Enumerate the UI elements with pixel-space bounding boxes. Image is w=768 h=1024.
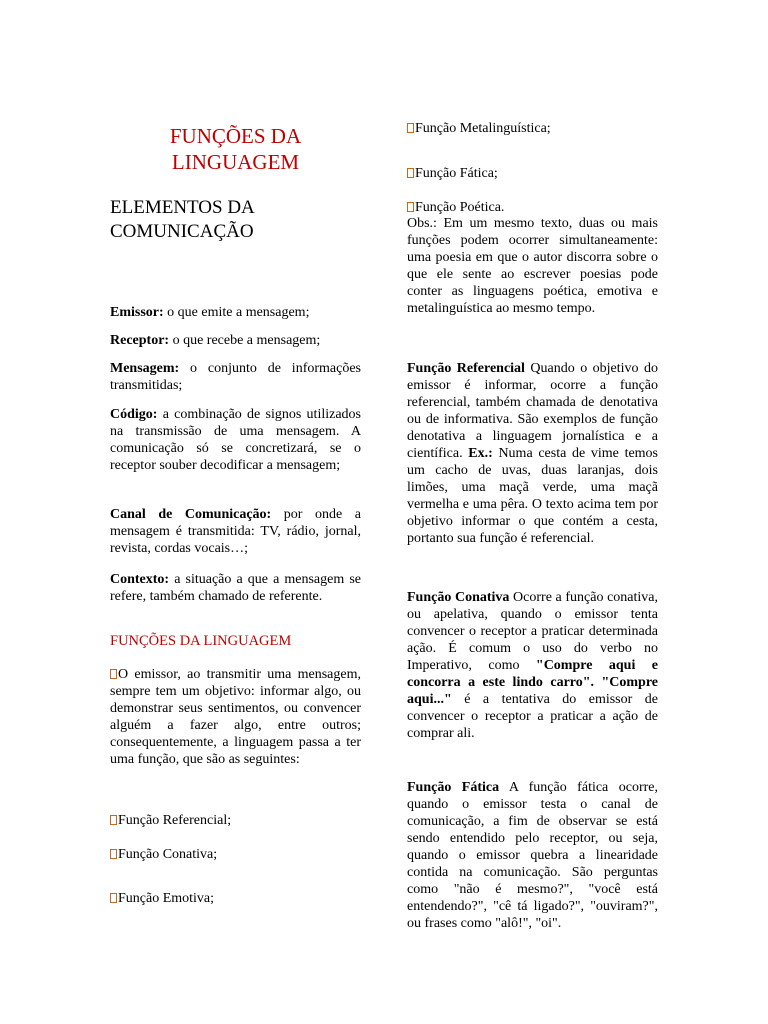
receptor-text: o que recebe a mensagem; (169, 333, 321, 348)
conativa-quote-2: "Compre aqui..." (407, 675, 659, 707)
bullet-box-icon (110, 815, 117, 825)
referencial-term: Função Referencial (407, 361, 525, 376)
bullet-box-icon (407, 202, 414, 212)
intro-paragraph (110, 666, 361, 768)
emissor-term: Emissor: (110, 305, 164, 320)
codigo-paragraph (110, 406, 361, 474)
list-item: Função Poética. (407, 199, 658, 216)
bullet-box-icon (110, 669, 117, 679)
list-item: Função Fática; (407, 165, 658, 182)
subtitle-line-1: ELEMENTOS DA (110, 197, 255, 218)
bullet-box-icon (110, 893, 117, 903)
list-item: Função Metalinguística; (407, 120, 658, 137)
page-title (110, 123, 361, 175)
contexto-text: a situação a que a mensagem se refere, também chamado de referente. (110, 572, 361, 604)
contexto-term: Contexto: (110, 572, 170, 587)
conativa-paragraph (407, 589, 658, 742)
mensagem-text: o conjunto de informações transmitidas; (110, 361, 361, 393)
list-item: Função Conativa; (110, 846, 361, 863)
mensagem-term: Mensagem: (110, 361, 180, 376)
conativa-end: é a tentativa do emissor de convencer o receptor a praticar a ação de comprar ali. (407, 692, 658, 741)
codigo-term: Código: (110, 407, 158, 422)
canal-text: por onde a mensagem é transmitida: TV, rádio, jornal, revista, cordas vocais…; (110, 507, 361, 556)
fatica-text: A função fática ocorre, quando o emissor testa o canal de comunicação, a fim de observar se está sendo entendido pelo receptor, ou seja, quando o emissor quebra a linearidade contida na comunicação. São perguntas como "não é mesmo?", "você está entendendo?", "cê tá ligado?", "ouviram?", ou frases como "alô!", "oi". (407, 780, 658, 931)
list-item: Função Referencial; (110, 812, 361, 829)
section-subtitle (110, 196, 361, 244)
ex-text: Numa cesta de vime temos um cacho de uvas, duas laranjas, dois limões, uma maçã verde, uma maçã vermelha e uma pêra. O texto acima tem por objetivo informar o que contém a cesta, portanto sua função é referencial. (407, 446, 659, 546)
referencial-text: Quando o objetivo do emissor é informar, ocorre a função referencial, também chamada de denotativa ou de informativa. São exemplos de função denotativa a linguagem jornalística e a científica. (407, 361, 658, 461)
bullet-box-icon (407, 123, 414, 133)
receptor-term: Receptor: (110, 333, 170, 348)
title-line-1: FUNÇÕES DA (169, 124, 302, 148)
conativa-term: Função Conativa (407, 590, 510, 605)
title-line-2: LINGUAGEM (171, 150, 300, 174)
canal-paragraph (110, 506, 361, 557)
intro-text: O emissor, ao transmitir uma mensagem, sempre tem um objetivo: informar algo, ou demonstrar seus sentimentos, ou convencer alguém a fazer algo, entre outros; consequentemente, a linguagem passa a ter uma função, que são as seguintes: (110, 667, 361, 767)
list-item: Função Emotiva; (110, 890, 361, 907)
contexto-paragraph (110, 571, 361, 605)
bullet-box-icon (110, 849, 117, 859)
bullet-box-icon (407, 168, 414, 178)
referencial-paragraph (407, 360, 658, 547)
canal-term: Canal de Comunicação: (110, 507, 272, 522)
subtitle-line-2: COMUNICAÇÃO (110, 221, 254, 242)
conativa-text: Ocorre a função conativa, ou apelativa, quando o emissor tenta convencer o receptor a praticar determinada ação. É comum o uso do verbo no Imperativo, como (407, 590, 658, 673)
ex-term: Ex.: (468, 446, 493, 461)
emissor-paragraph (110, 304, 361, 321)
mensagem-paragraph (110, 360, 361, 394)
obs-paragraph: Obs.: Em um mesmo texto, duas ou mais funções podem ocorrer simultaneamente: uma poesia em que o autor discorra sobre o que ele sente ao escrever poesias pode conter as linguagens poética, emotiva e metalinguística ao mesmo tempo. (407, 216, 658, 316)
conativa-quote-1: "Compre aqui e concorra a este lindo carro". (407, 658, 658, 690)
funcoes-heading: FUNÇÕES DA LINGUAGEM (110, 633, 292, 649)
fatica-paragraph (407, 779, 658, 932)
fatica-term: Função Fática (407, 780, 500, 795)
receptor-paragraph (110, 332, 361, 349)
emissor-text: o que emite a mensagem; (163, 305, 310, 320)
codigo-text: a combinação de signos utilizados na transmissão de uma mensagem. A comunicação só se concretizará, se o receptor souber decodificar a mensagem; (110, 407, 361, 473)
